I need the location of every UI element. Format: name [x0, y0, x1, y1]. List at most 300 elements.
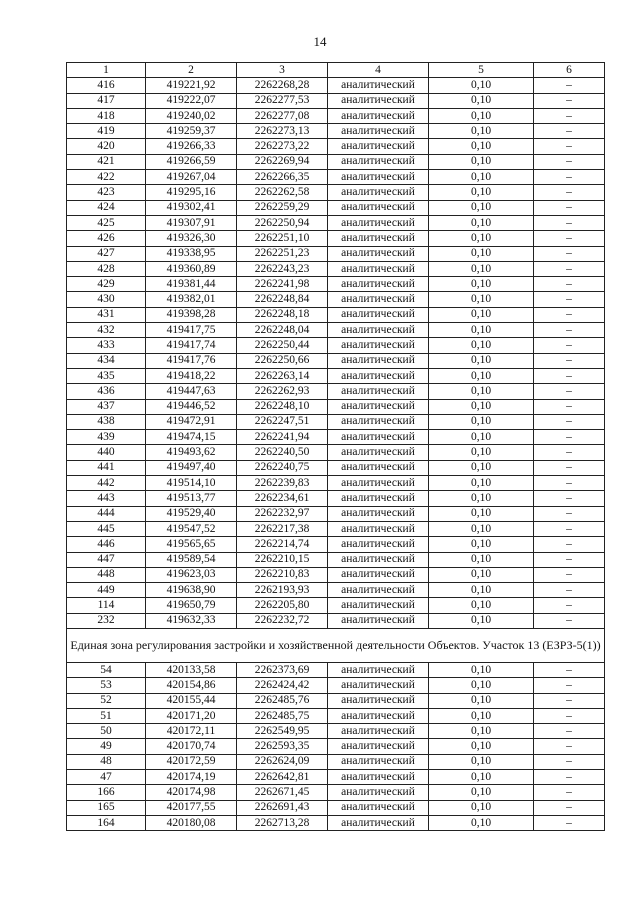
table-row [67, 662, 605, 677]
table-cell: – [534, 384, 605, 399]
table-row [67, 307, 605, 322]
table-cell: аналитический [328, 785, 429, 800]
section-row [67, 628, 605, 662]
table-cell: 449 [67, 583, 146, 598]
table-cell: 2262232,72 [237, 613, 328, 628]
table-cell: 2262214,74 [237, 537, 328, 552]
table-cell: 434 [67, 353, 146, 368]
table-cell: 0,10 [429, 815, 534, 830]
table-row [67, 200, 605, 215]
table-cell: 0,10 [429, 476, 534, 491]
table-row [67, 739, 605, 754]
table-cell: аналитический [328, 215, 429, 230]
table-cell: 2262234,61 [237, 491, 328, 506]
table-cell: 0,10 [429, 154, 534, 169]
header-cell: 6 [534, 63, 605, 78]
table-row [67, 506, 605, 521]
table-cell: аналитический [328, 93, 429, 108]
table-cell: аналитический [328, 353, 429, 368]
table-cell: 419418,22 [146, 368, 237, 383]
table-cell: 419514,10 [146, 476, 237, 491]
table-row [67, 353, 605, 368]
header-cell: 4 [328, 63, 429, 78]
table-cell: – [534, 583, 605, 598]
table-cell: 52 [67, 693, 146, 708]
table-cell: 419326,30 [146, 231, 237, 246]
table-cell: 2262243,23 [237, 261, 328, 276]
table-row [67, 414, 605, 429]
table-cell: 419221,92 [146, 78, 237, 93]
table-cell: 2262210,83 [237, 567, 328, 582]
table-row [67, 693, 605, 708]
table-cell: 0,10 [429, 93, 534, 108]
table-cell: 0,10 [429, 724, 534, 739]
table-cell: 2262248,18 [237, 307, 328, 322]
table-cell: 419565,65 [146, 537, 237, 552]
table-row [67, 800, 605, 815]
table-cell: 0,10 [429, 708, 534, 723]
table-cell: 2262248,84 [237, 292, 328, 307]
table-cell: аналитический [328, 338, 429, 353]
table-cell: 0,10 [429, 785, 534, 800]
table-row [67, 215, 605, 230]
table-cell: 419417,75 [146, 323, 237, 338]
table-cell: 428 [67, 261, 146, 276]
table-cell: 164 [67, 815, 146, 830]
page-number: 14 [313, 34, 327, 49]
table-cell: 2262277,53 [237, 93, 328, 108]
table-cell: 433 [67, 338, 146, 353]
table-cell: 0,10 [429, 552, 534, 567]
table-cell: 49 [67, 739, 146, 754]
table-cell: 0,10 [429, 246, 534, 261]
table-cell: – [534, 323, 605, 338]
table-cell: 418 [67, 108, 146, 123]
table-cell: – [534, 93, 605, 108]
table-cell: 420174,19 [146, 770, 237, 785]
table-row [67, 277, 605, 292]
table-cell: аналитический [328, 583, 429, 598]
header-cell: 5 [429, 63, 534, 78]
table-cell: 419338,95 [146, 246, 237, 261]
table-row [67, 583, 605, 598]
table-cell: 2262247,51 [237, 414, 328, 429]
table-cell: аналитический [328, 662, 429, 677]
table-cell: 419446,52 [146, 399, 237, 414]
table-row [67, 598, 605, 613]
table-cell: 0,10 [429, 292, 534, 307]
coordinates-table-body [67, 63, 605, 831]
table-cell: аналитический [328, 414, 429, 429]
table-cell: – [534, 292, 605, 307]
table-cell: – [534, 246, 605, 261]
table-cell: аналитический [328, 724, 429, 739]
table-cell: 419240,02 [146, 108, 237, 123]
table-cell: 2262268,28 [237, 78, 328, 93]
table-cell: 54 [67, 662, 146, 677]
table-cell: 0,10 [429, 368, 534, 383]
table-cell: 2262241,94 [237, 430, 328, 445]
table-cell: 416 [67, 78, 146, 93]
table-cell: аналитический [328, 384, 429, 399]
table-cell: 2262373,69 [237, 662, 328, 677]
table-cell: 2262259,29 [237, 200, 328, 215]
table-cell: 438 [67, 414, 146, 429]
table-cell: – [534, 476, 605, 491]
table-cell: 2262250,44 [237, 338, 328, 353]
table-cell: 420180,08 [146, 815, 237, 830]
table-cell: 426 [67, 231, 146, 246]
table-cell: аналитический [328, 185, 429, 200]
table-cell: 2262250,66 [237, 353, 328, 368]
table-cell: 419493,62 [146, 445, 237, 460]
table-cell: 2262241,98 [237, 277, 328, 292]
table-cell: – [534, 338, 605, 353]
table-cell: 2262269,94 [237, 154, 328, 169]
table-cell: 420155,44 [146, 693, 237, 708]
table-cell: – [534, 430, 605, 445]
table-cell: 0,10 [429, 338, 534, 353]
table-cell: 419447,63 [146, 384, 237, 399]
table-cell: 420177,55 [146, 800, 237, 815]
table-cell: – [534, 693, 605, 708]
table-row [67, 460, 605, 475]
table-cell: 422 [67, 170, 146, 185]
table-cell: 419267,04 [146, 170, 237, 185]
table-cell: 437 [67, 399, 146, 414]
table-cell: 429 [67, 277, 146, 292]
table-cell: 2262273,13 [237, 124, 328, 139]
table-cell: 0,10 [429, 384, 534, 399]
table-cell: 0,10 [429, 430, 534, 445]
table-cell: 432 [67, 323, 146, 338]
table-cell: 420154,86 [146, 678, 237, 693]
table-cell: аналитический [328, 231, 429, 246]
table-cell: 2262485,76 [237, 693, 328, 708]
table-row [67, 323, 605, 338]
table-cell: – [534, 277, 605, 292]
table-cell: 435 [67, 368, 146, 383]
table-cell: 420174,98 [146, 785, 237, 800]
table-cell: 2262624,09 [237, 754, 328, 769]
table-cell: аналитический [328, 770, 429, 785]
table-cell: аналитический [328, 613, 429, 628]
table-cell: аналитический [328, 567, 429, 582]
table-cell: 2262549,95 [237, 724, 328, 739]
table-cell: 0,10 [429, 323, 534, 338]
table-cell: аналитический [328, 800, 429, 815]
table-cell: 419 [67, 124, 146, 139]
table-cell: аналитический [328, 154, 429, 169]
table-cell: – [534, 154, 605, 169]
table-cell: 2262250,94 [237, 215, 328, 230]
table-cell: 419650,79 [146, 598, 237, 613]
table-cell: аналитический [328, 108, 429, 123]
table-cell: аналитический [328, 170, 429, 185]
table-cell: 0,10 [429, 491, 534, 506]
table-cell: 0,10 [429, 124, 534, 139]
table-cell: 0,10 [429, 521, 534, 536]
table-cell: аналитический [328, 139, 429, 154]
table-row [67, 552, 605, 567]
table-cell: 2262266,35 [237, 170, 328, 185]
table-cell: 2262713,28 [237, 815, 328, 830]
table-row [67, 384, 605, 399]
table-cell: 419529,40 [146, 506, 237, 521]
table-cell: 443 [67, 491, 146, 506]
table-cell: – [534, 739, 605, 754]
table-cell: 419259,37 [146, 124, 237, 139]
table-cell: 448 [67, 567, 146, 582]
table-cell: – [534, 708, 605, 723]
table-row [67, 445, 605, 460]
table-cell: 2262248,04 [237, 323, 328, 338]
table-cell: 0,10 [429, 678, 534, 693]
table-row [67, 246, 605, 261]
table-cell: 0,10 [429, 537, 534, 552]
table-cell: 2262248,10 [237, 399, 328, 414]
table-cell: 0,10 [429, 170, 534, 185]
table-cell: 0,10 [429, 739, 534, 754]
table-cell: – [534, 414, 605, 429]
table-cell: аналитический [328, 277, 429, 292]
table-row [67, 770, 605, 785]
table-cell: 419547,52 [146, 521, 237, 536]
table-cell: 444 [67, 506, 146, 521]
table-cell: 420170,74 [146, 739, 237, 754]
table-cell: аналитический [328, 815, 429, 830]
table-cell: – [534, 552, 605, 567]
section-title: Единая зона регулирования застройки и хозяйственной деятельности Объектов. Участок 13 (ЕЗРЗ-5(1)) [67, 628, 605, 662]
table-cell: 0,10 [429, 800, 534, 815]
table-cell: 2262691,43 [237, 800, 328, 815]
table-cell: 0,10 [429, 460, 534, 475]
table-cell: 2262210,15 [237, 552, 328, 567]
table-row [67, 708, 605, 723]
table-row [67, 537, 605, 552]
table-cell: 421 [67, 154, 146, 169]
table-row [67, 338, 605, 353]
table-cell: 2262205,80 [237, 598, 328, 613]
table-cell: 2262232,97 [237, 506, 328, 521]
table-cell: – [534, 124, 605, 139]
header-cell: 2 [146, 63, 237, 78]
table-row [67, 521, 605, 536]
table-cell: 436 [67, 384, 146, 399]
table-cell: аналитический [328, 445, 429, 460]
table-cell: 0,10 [429, 78, 534, 93]
table-cell: – [534, 598, 605, 613]
table-cell: 0,10 [429, 693, 534, 708]
table-cell: аналитический [328, 261, 429, 276]
table-cell: 2262277,08 [237, 108, 328, 123]
table-cell: 420172,11 [146, 724, 237, 739]
table-cell: 114 [67, 598, 146, 613]
table-cell: аналитический [328, 754, 429, 769]
table-row [67, 815, 605, 830]
table-cell: – [534, 785, 605, 800]
table-cell: 2262262,58 [237, 185, 328, 200]
table-cell: 0,10 [429, 613, 534, 628]
table-cell: 0,10 [429, 139, 534, 154]
table-cell: 419474,15 [146, 430, 237, 445]
table-cell: 0,10 [429, 185, 534, 200]
table-cell: 440 [67, 445, 146, 460]
table-cell: 165 [67, 800, 146, 815]
table-cell: 0,10 [429, 277, 534, 292]
table-cell: 2262263,14 [237, 368, 328, 383]
table-cell: 0,10 [429, 200, 534, 215]
table-cell: – [534, 770, 605, 785]
table-cell: аналитический [328, 323, 429, 338]
table-cell: 417 [67, 93, 146, 108]
table-cell: аналитический [328, 506, 429, 521]
table-row [67, 108, 605, 123]
table-cell: 0,10 [429, 754, 534, 769]
table-cell: 50 [67, 724, 146, 739]
table-cell: аналитический [328, 708, 429, 723]
table-row [67, 430, 605, 445]
table-header-row [67, 63, 605, 78]
table-cell: 423 [67, 185, 146, 200]
table-cell: аналитический [328, 124, 429, 139]
table-cell: 0,10 [429, 662, 534, 677]
table-cell: 447 [67, 552, 146, 567]
table-row [67, 185, 605, 200]
table-cell: – [534, 678, 605, 693]
table-cell: 53 [67, 678, 146, 693]
table-cell: 419589,54 [146, 552, 237, 567]
table-cell: аналитический [328, 537, 429, 552]
table-cell: 419222,07 [146, 93, 237, 108]
table-cell: 420172,59 [146, 754, 237, 769]
table-row [67, 93, 605, 108]
table-cell: 2262424,42 [237, 678, 328, 693]
table-cell: 2262485,75 [237, 708, 328, 723]
table-cell: 0,10 [429, 598, 534, 613]
table-cell: 0,10 [429, 399, 534, 414]
table-cell: 419632,33 [146, 613, 237, 628]
table-cell: 441 [67, 460, 146, 475]
table-cell: 419381,44 [146, 277, 237, 292]
table-row [67, 154, 605, 169]
table-cell: 51 [67, 708, 146, 723]
table-cell: аналитический [328, 246, 429, 261]
table-cell: – [534, 215, 605, 230]
table-cell: – [534, 537, 605, 552]
table-cell: 419382,01 [146, 292, 237, 307]
table-cell: 2262217,38 [237, 521, 328, 536]
table-cell: – [534, 170, 605, 185]
table-cell: 166 [67, 785, 146, 800]
table-cell: – [534, 139, 605, 154]
table-cell: – [534, 460, 605, 475]
table-row [67, 292, 605, 307]
table-cell: 2262251,10 [237, 231, 328, 246]
table-row [67, 491, 605, 506]
table-cell: 0,10 [429, 261, 534, 276]
table-cell: – [534, 185, 605, 200]
table-row [67, 139, 605, 154]
table-cell: – [534, 567, 605, 582]
table-cell: аналитический [328, 307, 429, 322]
table-cell: 420171,20 [146, 708, 237, 723]
table-cell: 419266,59 [146, 154, 237, 169]
table-cell: 2262273,22 [237, 139, 328, 154]
table-cell: аналитический [328, 521, 429, 536]
table-cell: 0,10 [429, 567, 534, 582]
table-cell: 424 [67, 200, 146, 215]
table-cell: 419307,91 [146, 215, 237, 230]
table-cell: 0,10 [429, 583, 534, 598]
table-cell: 419398,28 [146, 307, 237, 322]
table-cell: – [534, 662, 605, 677]
table-cell: 419360,89 [146, 261, 237, 276]
table-cell: 0,10 [429, 506, 534, 521]
table-cell: аналитический [328, 399, 429, 414]
table-cell: – [534, 445, 605, 460]
table-row [67, 124, 605, 139]
table-cell: аналитический [328, 368, 429, 383]
table-cell: – [534, 231, 605, 246]
table-cell: аналитический [328, 292, 429, 307]
table-cell: – [534, 491, 605, 506]
table-cell: аналитический [328, 598, 429, 613]
table-cell: 419623,03 [146, 567, 237, 582]
table-cell: аналитический [328, 460, 429, 475]
table-cell: – [534, 399, 605, 414]
table-row [67, 724, 605, 739]
table-cell: 419417,74 [146, 338, 237, 353]
table-cell: 2262593,35 [237, 739, 328, 754]
table-cell: 2262262,93 [237, 384, 328, 399]
table-cell: 0,10 [429, 231, 534, 246]
table-cell: аналитический [328, 552, 429, 567]
table-cell: 0,10 [429, 108, 534, 123]
table-cell: – [534, 815, 605, 830]
table-cell: 425 [67, 215, 146, 230]
table-cell: 0,10 [429, 770, 534, 785]
table-row [67, 476, 605, 491]
table-cell: 0,10 [429, 307, 534, 322]
table-cell: – [534, 307, 605, 322]
table-cell: – [534, 754, 605, 769]
table-cell: – [534, 200, 605, 215]
table-cell: 2262642,81 [237, 770, 328, 785]
table-cell: 420 [67, 139, 146, 154]
table-row [67, 231, 605, 246]
table-cell: аналитический [328, 491, 429, 506]
coordinates-table [66, 62, 605, 831]
table-cell: 2262193,93 [237, 583, 328, 598]
table-cell: – [534, 724, 605, 739]
table-cell: 47 [67, 770, 146, 785]
table-cell: аналитический [328, 476, 429, 491]
table-cell: 48 [67, 754, 146, 769]
table-cell: – [534, 506, 605, 521]
table-cell: аналитический [328, 200, 429, 215]
table-cell: 0,10 [429, 215, 534, 230]
table-cell: 2262240,75 [237, 460, 328, 475]
table-cell: 439 [67, 430, 146, 445]
table-cell: 0,10 [429, 353, 534, 368]
table-cell: 446 [67, 537, 146, 552]
table-row [67, 567, 605, 582]
table-cell: – [534, 261, 605, 276]
table-row [67, 785, 605, 800]
table-cell: 419417,76 [146, 353, 237, 368]
table-cell: 2262239,83 [237, 476, 328, 491]
